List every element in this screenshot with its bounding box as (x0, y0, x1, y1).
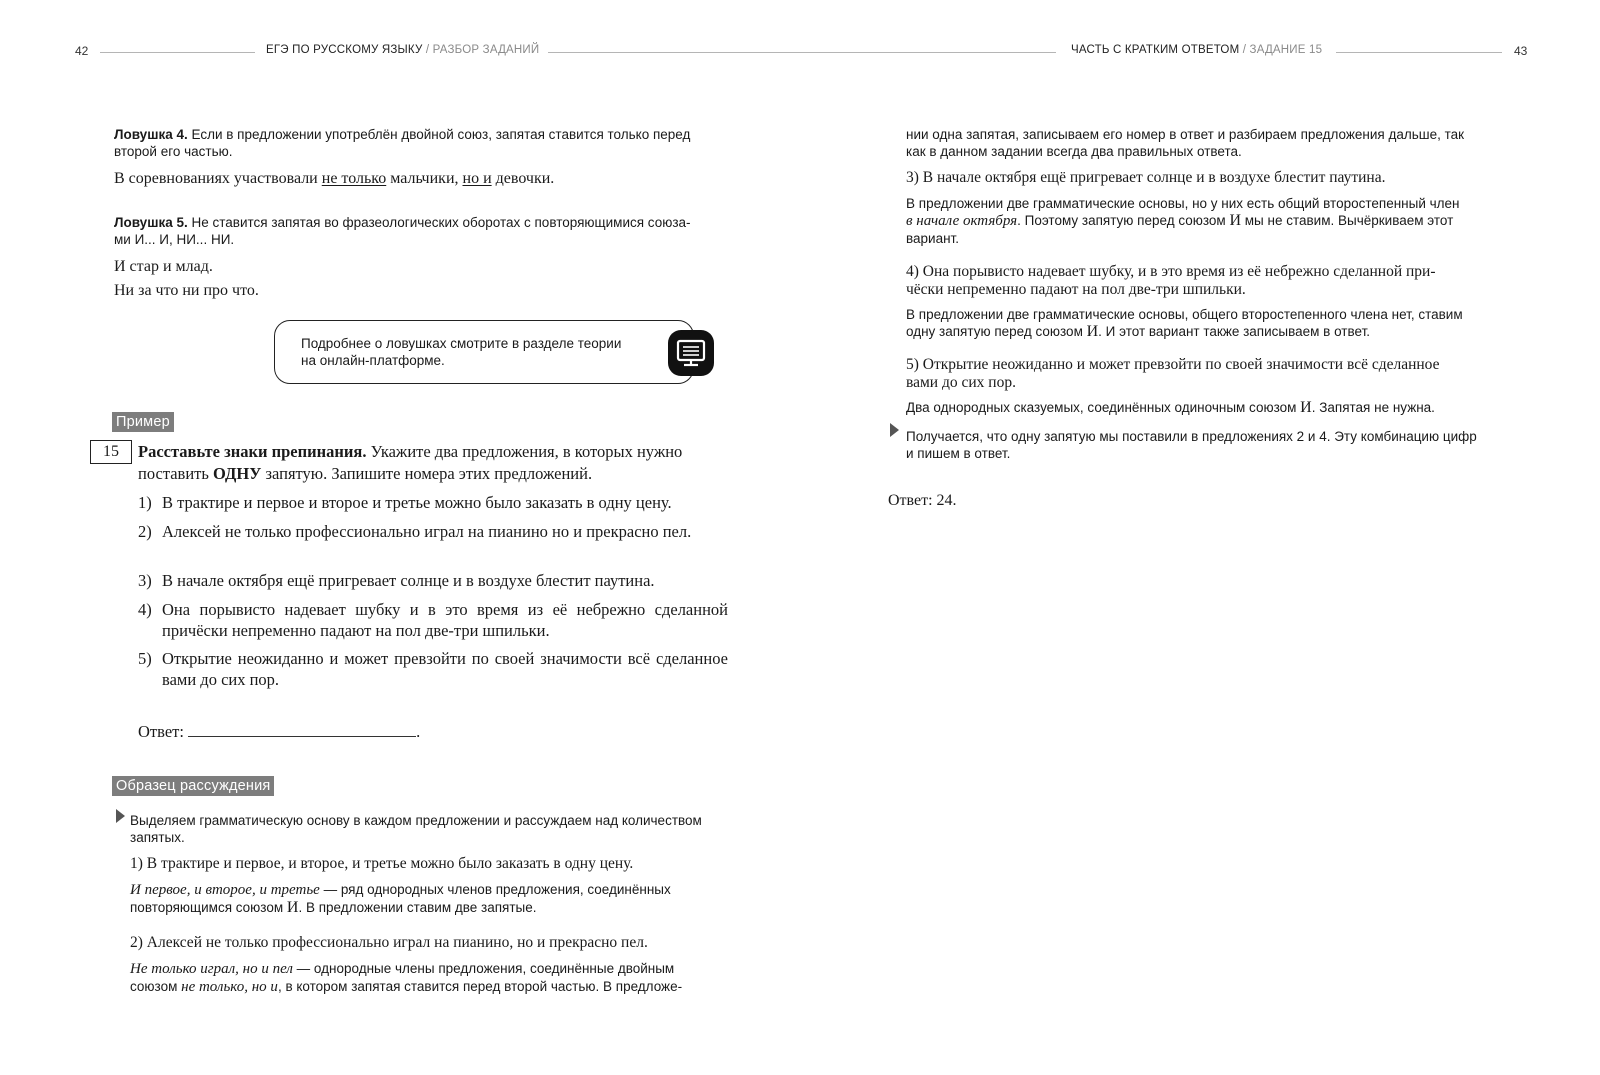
sentence-3-explanation (906, 195, 1520, 247)
reasoning-section-tag: Образец рассуждения (112, 776, 274, 796)
expl-italic: И первое, и второе, и третье (130, 882, 320, 898)
expl-text: — ряд однородных членов предложения, соединённых (319, 882, 671, 897)
left-title-main: ЕГЭ ПО РУССКОМУ ЯЗЫКУ (266, 44, 423, 56)
task-prompt-bold: Расставьте знаки препинания. (138, 442, 367, 461)
right-running-title (1071, 44, 1322, 56)
running-header (0, 44, 1600, 62)
trap-4-line1: Если в предложении употреблён двойной союз, запятая ставится только перед (187, 127, 691, 142)
answer-end: . (416, 722, 421, 741)
trap-5-line2: ми И... И, НИ... НИ. (114, 232, 235, 247)
task-prompt-line1: Укажите два предложения, в которых нужно (366, 442, 683, 461)
expl-text: . Поэтому запятую перед союзом (1017, 213, 1230, 228)
monitor-icon[interactable] (668, 330, 714, 376)
callout-line2: на онлайн-платформе. (301, 353, 445, 368)
sentence-number: 4) (138, 600, 152, 619)
trap-5-example-2: Ни за что ни про что. (114, 282, 259, 299)
intro-line2: запятых. (130, 830, 185, 845)
trap-4-line2: второй его частью. (114, 144, 233, 159)
expl-text: мы не ставим. Вычёркиваем этот (1241, 213, 1454, 228)
trap-4-text (114, 126, 730, 160)
monitor-icon-glyph (668, 330, 714, 376)
expl-text: повторяющимся союзом (130, 900, 287, 915)
task-sentence (138, 570, 728, 591)
sentence-1-corrected: 1) В трактире и первое, и второе, и третье можно было заказать в одну цену. (130, 855, 634, 872)
conclusion-text (906, 428, 1520, 462)
expl-italic: в начале октября (906, 213, 1018, 229)
reasoning-intro (130, 812, 730, 996)
conclusion-line1: Получается, что одну запятую мы поставили в предложениях 2 и 4. Эту комбинацию цифр (906, 429, 1477, 444)
sentence-4-corrected (906, 263, 1520, 299)
task-sentence (138, 648, 728, 690)
answer-blank[interactable] (188, 722, 416, 737)
answer-label: Ответ: (138, 722, 184, 741)
sentence-4-explanation (906, 306, 1520, 340)
header-rule (548, 52, 1056, 53)
expl-italic: Не только играл, но и пел (130, 961, 293, 977)
answer-line (138, 722, 420, 742)
sentence-5-corrected (906, 356, 1520, 392)
expl-text: . И этот вариант также записываем в ответ. (1098, 324, 1371, 339)
trap-5-label: Ловушка 5. (114, 215, 188, 230)
sentence-1-explanation (130, 881, 730, 916)
example-underlined: но и (462, 170, 492, 187)
example-text: мальчики, (386, 170, 463, 187)
s4-line2: чёски непременно падают на пол две-три шпильки. (906, 281, 1246, 298)
trap-5-text (114, 214, 730, 248)
sentence-number: 1) (138, 493, 152, 512)
task-sentence (138, 492, 728, 513)
continuation-text (906, 126, 1520, 160)
final-answer: Ответ: 24. (888, 492, 957, 509)
trap-5-line1: Не ставится запятая во фразеологических оборотах с повторяющимися союза- (187, 215, 691, 230)
trap-5-block (114, 214, 730, 301)
expl-text: . В предложении ставим две запятые. (298, 900, 537, 915)
expl-conj: И (286, 899, 299, 916)
expl-text: одну запятую перед союзом (906, 324, 1087, 339)
sentence-text: Открытие неожиданно и может превзойти по своей значимости всё сделанное вами до сих пор. (162, 649, 728, 689)
task-sentence (138, 599, 728, 641)
expl-italic: не только, но и (181, 979, 278, 995)
sentence-2-corrected: 2) Алексей не только профессионально играл на пианино, но и прекрасно пел. (130, 934, 648, 951)
task-prompt-emph: ОДНУ (213, 464, 262, 483)
expl-text: , в котором запятая ставится перед второй частью. В предложе- (277, 979, 683, 994)
cont-line2: как в данном задании всегда два правильных ответа. (906, 144, 1242, 159)
sentence-text: В начале октября ещё пригревает солнце и в воздухе блестит паутина. (162, 571, 655, 590)
left-running-title (266, 44, 539, 56)
trap-5-example-1: И стар и млад. (114, 258, 213, 275)
sentence-number: 5) (138, 649, 152, 668)
example-underlined: не только (321, 170, 387, 187)
bullet-arrow-icon (890, 423, 899, 437)
task-prompt-line2-rest: запятую. Запишите номера этих предложений. (261, 464, 593, 483)
right-title-sub: / ЗАДАНИЕ 15 (1239, 44, 1323, 56)
expl-text: . Запятая не нужна. (1311, 400, 1435, 415)
reasoning-intro-text (130, 812, 730, 846)
right-title-main: ЧАСТЬ С КРАТКИМ ОТВЕТОМ (1071, 44, 1240, 56)
expl-text: союзом (130, 979, 182, 994)
cont-line1: нии одна запятая, записываем его номер в ответ и разбираем предложения дальше, так (906, 127, 1465, 142)
example-section-tag: Пример (112, 412, 174, 432)
trap-4-label: Ловушка 4. (114, 127, 188, 142)
sentence-text: Она порывисто надевает шубку и в это время из её небрежно сделанной причёски непременно падают на пол две-три шпильки. (162, 600, 728, 640)
right-page-number: 43 (1514, 44, 1528, 58)
right-page-column (906, 126, 1520, 462)
task-prompt (138, 441, 728, 485)
left-title-sub: / РАЗБОР ЗАДАНИЙ (422, 44, 540, 56)
s4-line1: 4) Она порывисто надевает шубку, и в это время из её небрежно сделанной при- (906, 263, 1436, 280)
task-prompt-line2: поставить (138, 464, 214, 483)
intro-line1: Выделяем грамматическую основу в каждом предложении и рассуждаем над количеством (130, 813, 702, 828)
sentence-number: 2) (138, 522, 152, 541)
header-rule (1336, 52, 1502, 53)
expl-text: вариант. (906, 231, 959, 246)
callout-line1: Подробнее о ловушках смотрите в разделе теории (301, 336, 622, 351)
theory-callout[interactable] (274, 320, 694, 384)
s5-line2: вами до сих пор. (906, 374, 1016, 391)
expl-text: В предложении две грамматические основы, общего второстепенного члена нет, ставим (906, 307, 1463, 322)
expl-text: В предложении две грамматические основы, но у них есть общий второстепенный член (906, 196, 1460, 211)
trap-4-block (114, 126, 730, 189)
s5-line1: 5) Открытие неожиданно и может превзойти по своей значимости всё сделанное (906, 356, 1440, 373)
expl-conj: И (1086, 323, 1099, 340)
callout-text (301, 335, 631, 369)
bullet-arrow-icon (116, 809, 125, 823)
expl-text: — однородные члены предложения, соединённые двойным (292, 961, 675, 976)
sentence-number: 3) (138, 571, 152, 590)
sentence-text: В трактире и первое и второе и третье можно было заказать в одну цену. (162, 493, 672, 512)
expl-conj: И (1300, 399, 1312, 416)
task-sentence (138, 521, 728, 542)
conclusion-line2: и пишем в ответ. (906, 446, 1011, 461)
sentence-text: Алексей не только профессионально играл на пианино но и прекрасно пел. (162, 522, 692, 541)
header-rule (100, 52, 255, 53)
left-page-number: 42 (75, 44, 89, 58)
example-text: В соревнованиях участвовали (114, 170, 322, 187)
sentence-2-explanation (130, 960, 730, 996)
expl-text: Два однородных сказуемых, соединённых одиночным союзом (906, 400, 1301, 415)
task-number-box: 15 (90, 440, 132, 464)
example-text: девочки. (491, 170, 555, 187)
sentence-5-explanation (906, 399, 1520, 416)
expl-conj: И (1229, 212, 1242, 229)
trap-4-example (114, 168, 730, 189)
sentence-3-corrected: 3) В начале октября ещё пригревает солнце и в воздухе блестит паутина. (906, 169, 1386, 186)
